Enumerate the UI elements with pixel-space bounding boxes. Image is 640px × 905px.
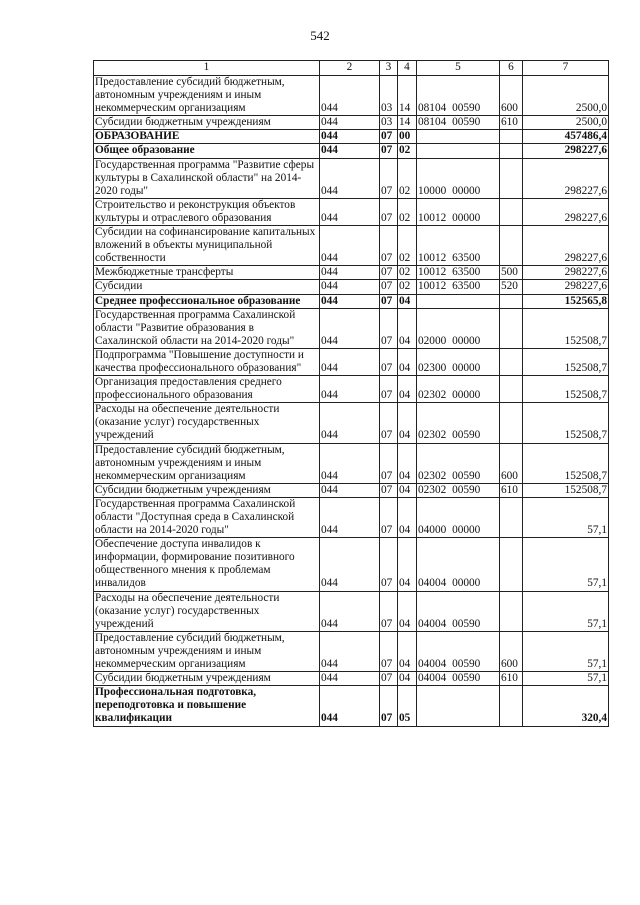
ministry-code-cell: 044 [320, 483, 380, 497]
table-row [94, 483, 609, 497]
section-code-cell: 07 [380, 591, 398, 631]
table-row [94, 686, 609, 726]
ministry-code-cell: 044 [320, 348, 380, 375]
sum-cell: 457486,4 [523, 130, 609, 144]
ministry-code-cell: 044 [320, 672, 380, 686]
subsection-code-cell: 04 [398, 294, 417, 308]
expense-type-cell [500, 403, 523, 443]
row-name-cell: Государственная программа Сахалинской области "Доступная среда в Сахалинской области на 2014-2020 годы" [94, 497, 320, 537]
table-row [94, 226, 609, 266]
section-code-cell: 07 [380, 280, 398, 294]
column-header: 5 [417, 61, 500, 76]
table-row [94, 672, 609, 686]
target-article-cell [417, 144, 500, 158]
sum-cell: 57,1 [523, 538, 609, 591]
row-name-cell: Расходы на обеспечение деятельности (оказание услуг) государственных учреждений [94, 591, 320, 631]
expense-type-cell: 610 [500, 116, 523, 130]
expense-type-cell [500, 348, 523, 375]
column-header: 6 [500, 61, 523, 76]
expense-type-cell [500, 308, 523, 348]
table-row [94, 403, 609, 443]
table-row [94, 497, 609, 537]
target-article-cell: 02000 00000 [417, 308, 500, 348]
section-code-cell: 03 [380, 76, 398, 116]
subsection-code-cell: 02 [398, 280, 417, 294]
subsection-code-cell: 02 [398, 158, 417, 198]
row-name-cell: ОБРАЗОВАНИЕ [94, 130, 320, 144]
subsection-code-cell: 04 [398, 443, 417, 483]
section-code-cell: 07 [380, 538, 398, 591]
target-article-cell: 04000 00000 [417, 497, 500, 537]
row-name-cell: Предоставление субсидий бюджетным, автономным учреждениям и иным некоммерческим организациям [94, 443, 320, 483]
subsection-code-cell: 04 [398, 538, 417, 591]
sum-cell: 152508,7 [523, 443, 609, 483]
sum-cell: 152508,7 [523, 308, 609, 348]
sum-cell: 320,4 [523, 686, 609, 726]
subsection-code-cell: 14 [398, 76, 417, 116]
subsection-code-cell: 04 [398, 376, 417, 403]
subsection-code-cell: 02 [398, 198, 417, 225]
row-name-cell: Строительство и реконструкция объектов культуры и отраслевого образования [94, 198, 320, 225]
sum-cell: 298227,6 [523, 144, 609, 158]
section-code-cell: 07 [380, 130, 398, 144]
sum-cell: 152508,7 [523, 483, 609, 497]
subsection-code-cell: 04 [398, 403, 417, 443]
target-article-cell: 08104 00590 [417, 76, 500, 116]
row-name-cell: Субсидии бюджетным учреждениям [94, 116, 320, 130]
subsection-code-cell: 04 [398, 631, 417, 671]
section-code-cell: 07 [380, 348, 398, 375]
ministry-code-cell: 044 [320, 76, 380, 116]
ministry-code-cell: 044 [320, 686, 380, 726]
ministry-code-cell: 044 [320, 158, 380, 198]
sum-cell: 57,1 [523, 497, 609, 537]
ministry-code-cell: 044 [320, 266, 380, 280]
row-name-cell: Предоставление субсидий бюджетным, автономным учреждениям и иным некоммерческим организациям [94, 76, 320, 116]
subsection-code-cell: 04 [398, 591, 417, 631]
subsection-code-cell: 04 [398, 348, 417, 375]
target-article-cell: 02302 00590 [417, 483, 500, 497]
subsection-code-cell: 04 [398, 308, 417, 348]
sum-cell: 152508,7 [523, 348, 609, 375]
ministry-code-cell: 044 [320, 443, 380, 483]
column-header: 7 [523, 61, 609, 76]
table-row [94, 144, 609, 158]
column-header: 4 [398, 61, 417, 76]
subsection-code-cell: 02 [398, 144, 417, 158]
expense-type-cell [500, 376, 523, 403]
ministry-code-cell: 044 [320, 144, 380, 158]
sum-cell: 57,1 [523, 672, 609, 686]
row-name-cell: Организация предоставления среднего профессионального образования [94, 376, 320, 403]
ministry-code-cell: 044 [320, 226, 380, 266]
subsection-code-cell: 02 [398, 266, 417, 280]
section-code-cell: 07 [380, 376, 398, 403]
target-article-cell: 04004 00000 [417, 538, 500, 591]
target-article-cell: 08104 00590 [417, 116, 500, 130]
section-code-cell: 07 [380, 198, 398, 225]
sum-cell: 298227,6 [523, 226, 609, 266]
section-code-cell: 07 [380, 631, 398, 671]
row-name-cell: Обеспечение доступа инвалидов к информации, формирование позитивного общественного мнения к проблемам инвалидов [94, 538, 320, 591]
ministry-code-cell: 044 [320, 308, 380, 348]
row-name-cell: Расходы на обеспечение деятельности (оказание услуг) государственных учреждений [94, 403, 320, 443]
target-article-cell: 10012 00000 [417, 198, 500, 225]
row-name-cell: Субсидии на софинансирование капитальных вложений в объекты муниципальной собственности [94, 226, 320, 266]
table-row [94, 348, 609, 375]
section-code-cell: 07 [380, 294, 398, 308]
column-header: 1 [94, 61, 320, 76]
table-row [94, 591, 609, 631]
expense-type-cell: 610 [500, 672, 523, 686]
subsection-code-cell: 02 [398, 226, 417, 266]
subsection-code-cell: 04 [398, 497, 417, 537]
target-article-cell [417, 686, 500, 726]
section-code-cell: 07 [380, 686, 398, 726]
target-article-cell: 02302 00590 [417, 443, 500, 483]
sum-cell: 152508,7 [523, 403, 609, 443]
ministry-code-cell: 044 [320, 376, 380, 403]
ministry-code-cell: 044 [320, 403, 380, 443]
ministry-code-cell: 044 [320, 130, 380, 144]
row-name-cell: Субсидии бюджетным учреждениям [94, 483, 320, 497]
row-name-cell: Субсидии бюджетным учреждениям [94, 672, 320, 686]
ministry-code-cell: 044 [320, 631, 380, 671]
sum-cell: 57,1 [523, 631, 609, 671]
expense-type-cell [500, 226, 523, 266]
ministry-code-cell: 044 [320, 198, 380, 225]
sum-cell: 2500,0 [523, 116, 609, 130]
subsection-code-cell: 04 [398, 672, 417, 686]
row-name-cell: Профессиональная подготовка, переподготовка и повышение квалификации [94, 686, 320, 726]
column-header: 2 [320, 61, 380, 76]
target-article-cell: 04004 00590 [417, 631, 500, 671]
expense-type-cell [500, 686, 523, 726]
section-code-cell: 07 [380, 403, 398, 443]
expense-type-cell [500, 130, 523, 144]
section-code-cell: 07 [380, 144, 398, 158]
row-name-cell: Субсидии [94, 280, 320, 294]
target-article-cell: 10012 63500 [417, 280, 500, 294]
target-article-cell: 04004 00590 [417, 591, 500, 631]
table-row [94, 631, 609, 671]
row-name-cell: Общее образование [94, 144, 320, 158]
target-article-cell: 02302 00000 [417, 376, 500, 403]
section-code-cell: 07 [380, 497, 398, 537]
ministry-code-cell: 044 [320, 116, 380, 130]
row-name-cell: Среднее профессиональное образование [94, 294, 320, 308]
expense-type-cell: 520 [500, 280, 523, 294]
section-code-cell: 07 [380, 158, 398, 198]
ministry-code-cell: 044 [320, 538, 380, 591]
table-row [94, 538, 609, 591]
sum-cell: 298227,6 [523, 280, 609, 294]
subsection-code-cell: 05 [398, 686, 417, 726]
expense-type-cell: 610 [500, 483, 523, 497]
sum-cell: 298227,6 [523, 266, 609, 280]
sum-cell: 2500,0 [523, 76, 609, 116]
sum-cell: 152508,7 [523, 376, 609, 403]
ministry-code-cell: 044 [320, 294, 380, 308]
sum-cell: 298227,6 [523, 158, 609, 198]
target-article-cell: 04004 00590 [417, 672, 500, 686]
table-row [94, 116, 609, 130]
section-code-cell: 07 [380, 266, 398, 280]
row-name-cell: Подпрограмма "Повышение доступности и качества профессионального образования" [94, 348, 320, 375]
row-name-cell: Межбюджетные трансферты [94, 266, 320, 280]
subsection-code-cell: 00 [398, 130, 417, 144]
target-article-cell [417, 130, 500, 144]
section-code-cell: 03 [380, 116, 398, 130]
table-row [94, 376, 609, 403]
table-row [94, 294, 609, 308]
subsection-code-cell: 04 [398, 483, 417, 497]
table-row [94, 308, 609, 348]
target-article-cell: 10012 63500 [417, 226, 500, 266]
target-article-cell: 10000 00000 [417, 158, 500, 198]
table-row [94, 76, 609, 116]
expense-type-cell [500, 591, 523, 631]
table-row [94, 158, 609, 198]
target-article-cell: 02300 00000 [417, 348, 500, 375]
expense-type-cell: 500 [500, 266, 523, 280]
column-header: 3 [380, 61, 398, 76]
ministry-code-cell: 044 [320, 591, 380, 631]
row-name-cell: Государственная программа Сахалинской области "Развитие образования в Сахалинской области на 2014-2020 годы" [94, 308, 320, 348]
expense-type-cell [500, 538, 523, 591]
sum-cell: 57,1 [523, 591, 609, 631]
table-row [94, 198, 609, 225]
expense-type-cell [500, 158, 523, 198]
expense-type-cell [500, 144, 523, 158]
expense-type-cell [500, 497, 523, 537]
row-name-cell: Предоставление субсидий бюджетным, автономным учреждениям и иным некоммерческим организациям [94, 631, 320, 671]
row-name-cell: Государственная программа "Развитие сферы культуры в Сахалинской области" на 2014-2020 годы" [94, 158, 320, 198]
expense-type-cell [500, 198, 523, 225]
subsection-code-cell: 14 [398, 116, 417, 130]
section-code-cell: 07 [380, 308, 398, 348]
expense-type-cell [500, 294, 523, 308]
table-header-row [94, 61, 609, 76]
table-row [94, 266, 609, 280]
section-code-cell: 07 [380, 226, 398, 266]
budget-table [93, 60, 609, 727]
target-article-cell [417, 294, 500, 308]
target-article-cell: 02302 00590 [417, 403, 500, 443]
expense-type-cell: 600 [500, 631, 523, 671]
section-code-cell: 07 [380, 672, 398, 686]
table-row [94, 443, 609, 483]
section-code-cell: 07 [380, 483, 398, 497]
expense-type-cell: 600 [500, 443, 523, 483]
sum-cell: 298227,6 [523, 198, 609, 225]
table-row [94, 280, 609, 294]
sum-cell: 152565,8 [523, 294, 609, 308]
ministry-code-cell: 044 [320, 497, 380, 537]
ministry-code-cell: 044 [320, 280, 380, 294]
page-number: 542 [310, 28, 330, 43]
target-article-cell: 10012 63500 [417, 266, 500, 280]
section-code-cell: 07 [380, 443, 398, 483]
table-row [94, 130, 609, 144]
expense-type-cell: 600 [500, 76, 523, 116]
